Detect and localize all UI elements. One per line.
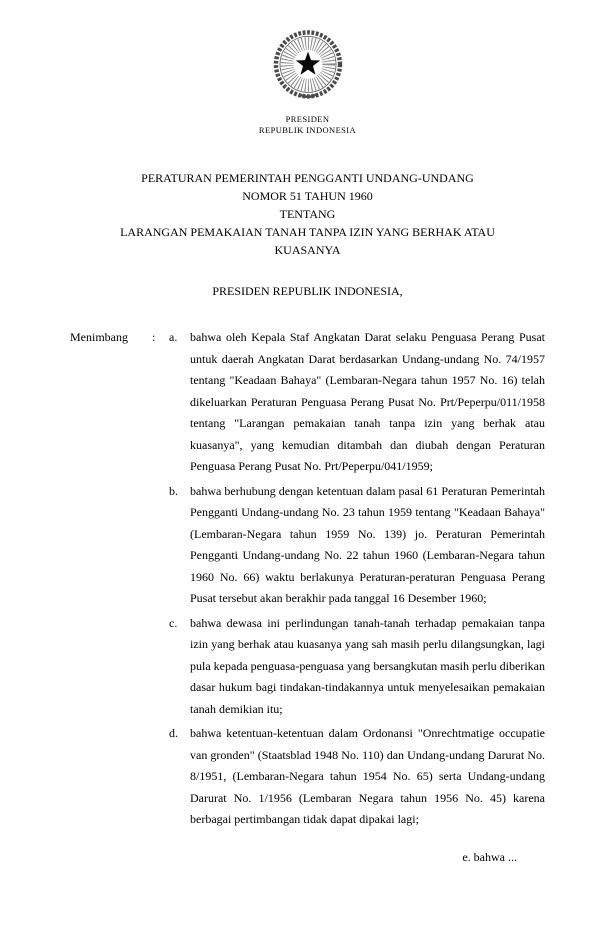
item-text: bahwa berhubung dengan ketentuan dalam pasal 61 Peraturan Pemerintah Pengganti Undang-undang No. 23 tahun 1959 tentang "Keadaan Bahaya" (Lembaran-Negara tahun 1959 No. 139) jo. Peraturan Pemerintah Pengganti Undang-undang No. 22 tahun 1960 (Lembaran-Negara tahun 1960 No. 66) waktu berlakunya Peraturan-peraturan Penguasa Perang Pusat tersebut akan berakhir pada tanggal 16 Desember 1960; bbox=[190, 483, 545, 605]
item-text: bahwa ketentuan-ketentuan dalam Ordonansi "Onrechtmatige occupatie van gronden" (Staatsblad 1948 No. 110) dan Undang-undang Darurat No. 8/1951, (Lembaran-Negara tahun 1954 No. 65) serta Undang-undang Darurat No. 1/1956 (Lembaran Negara tahun 1956 No. 45) karena berbagai pertimbangan tidak dapat dipakai lagi; bbox=[190, 726, 545, 826]
consideration-item-b bbox=[169, 481, 545, 610]
presidential-seal bbox=[70, 26, 545, 111]
item-text: bahwa dewasa ini perlindungan tanah-tanah terhadap pemakaian tanpa izin yang berhak atau kuasanya yang sah masih perlu dilangsungkan, lagi pula kepada penguasa-penguasa yang bersangkutan masih perlu diberikan dasar hukum bagi tindakan-tindakannya untuk menyelesaikan pemakaian tanah demikian itu; bbox=[190, 615, 545, 716]
salutation-line: PRESIDEN REPUBLIK INDONESIA, bbox=[212, 284, 403, 298]
title-line-5: KUASANYA bbox=[274, 243, 341, 257]
item-letter: c. bbox=[169, 615, 178, 630]
title-line-4: LARANGAN PEMAKAIAN TANAH TANPA IZIN YANG BERHAK ATAU bbox=[120, 225, 495, 239]
star-wreath-emblem-icon bbox=[268, 26, 348, 106]
considerations-section bbox=[70, 327, 545, 834]
org-name-block bbox=[70, 114, 545, 136]
title-line-2: NOMOR 51 TAHUN 1960 bbox=[242, 189, 373, 203]
consideration-item-c bbox=[169, 613, 545, 721]
item-letter: b. bbox=[169, 483, 178, 498]
item-letter: d. bbox=[169, 726, 178, 740]
considerations-label: Menimbang bbox=[70, 330, 128, 344]
considerations-colon: : bbox=[152, 330, 156, 344]
org-line-republik-indonesia: REPUBLIK INDONESIA bbox=[258, 125, 357, 135]
document-title bbox=[70, 169, 545, 259]
considerations-list bbox=[169, 327, 545, 834]
org-line-presiden: PRESIDEN bbox=[285, 114, 330, 124]
item-letter: a. bbox=[169, 330, 178, 344]
title-line-3: TENTANG bbox=[279, 207, 336, 221]
page-catchword: e. bahwa ... bbox=[462, 849, 517, 864]
item-text: bahwa oleh Kepala Staf Angkatan Darat selaku Penguasa Perang Pusat untuk daerah Angkatan Darat berdasarkan Undang-undang No. 74/1957 tentang "Keadaan Bahaya" (Lembaran-Negara tahun 1957 No. 16) telah dikeluarkan Peraturan Penguasa Perang Pusat No. Prt/Peperpu/011/1958 tentang "Larangan pemakaian tanah tanpa izin yang berhak atau kuasanya", yang kemudian ditambah dan diubah dengan Peraturan Penguasa Perang Pusat No. Prt/Peperpu/041/1959; bbox=[190, 330, 545, 473]
consideration-item-a bbox=[169, 327, 545, 478]
title-line-1: PERATURAN PEMERINTAH PENGGANTI UNDANG-UNDANG bbox=[141, 171, 474, 185]
consideration-item-d bbox=[169, 723, 545, 831]
